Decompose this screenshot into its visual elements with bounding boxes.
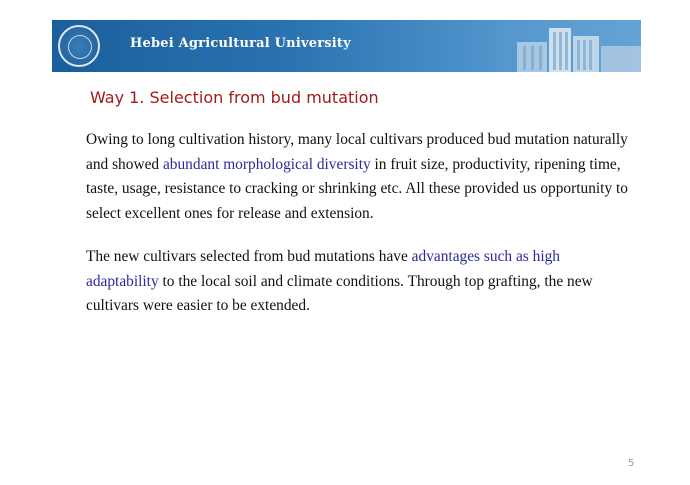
paragraph-2-text-end: to the local soil and climate conditions. Through top grafting, the new cultivars were easier to be extended. <box>86 272 593 314</box>
paragraph-2-highlight: advantages such as high adaptability <box>86 248 560 290</box>
paragraph-1-text-end: in fruit size, productivity, ripening time, taste, usage, resistance to cracking or shrinking etc. All these provided us opportunity to select excellent ones for release and extension. <box>86 155 628 222</box>
university-seal-logo <box>58 25 100 67</box>
campus-building-icon <box>497 20 641 72</box>
paragraph-2 <box>86 245 634 319</box>
paragraph-1 <box>86 128 634 226</box>
header-banner <box>52 20 641 72</box>
paragraph-1-text-start: Owing to long cultivation history, many local cultivars produced bud mutation naturally and showed <box>86 131 628 173</box>
page-number: 5 <box>628 458 635 469</box>
university-name: Hebei Agricultural University <box>130 36 351 51</box>
slide-title: Way 1. Selection from bud mutation <box>90 88 379 107</box>
paragraph-1-highlight: abundant morphological diversity <box>162 155 371 173</box>
paragraph-2-text-start: The new cultivars selected from bud mutations have <box>86 248 412 265</box>
